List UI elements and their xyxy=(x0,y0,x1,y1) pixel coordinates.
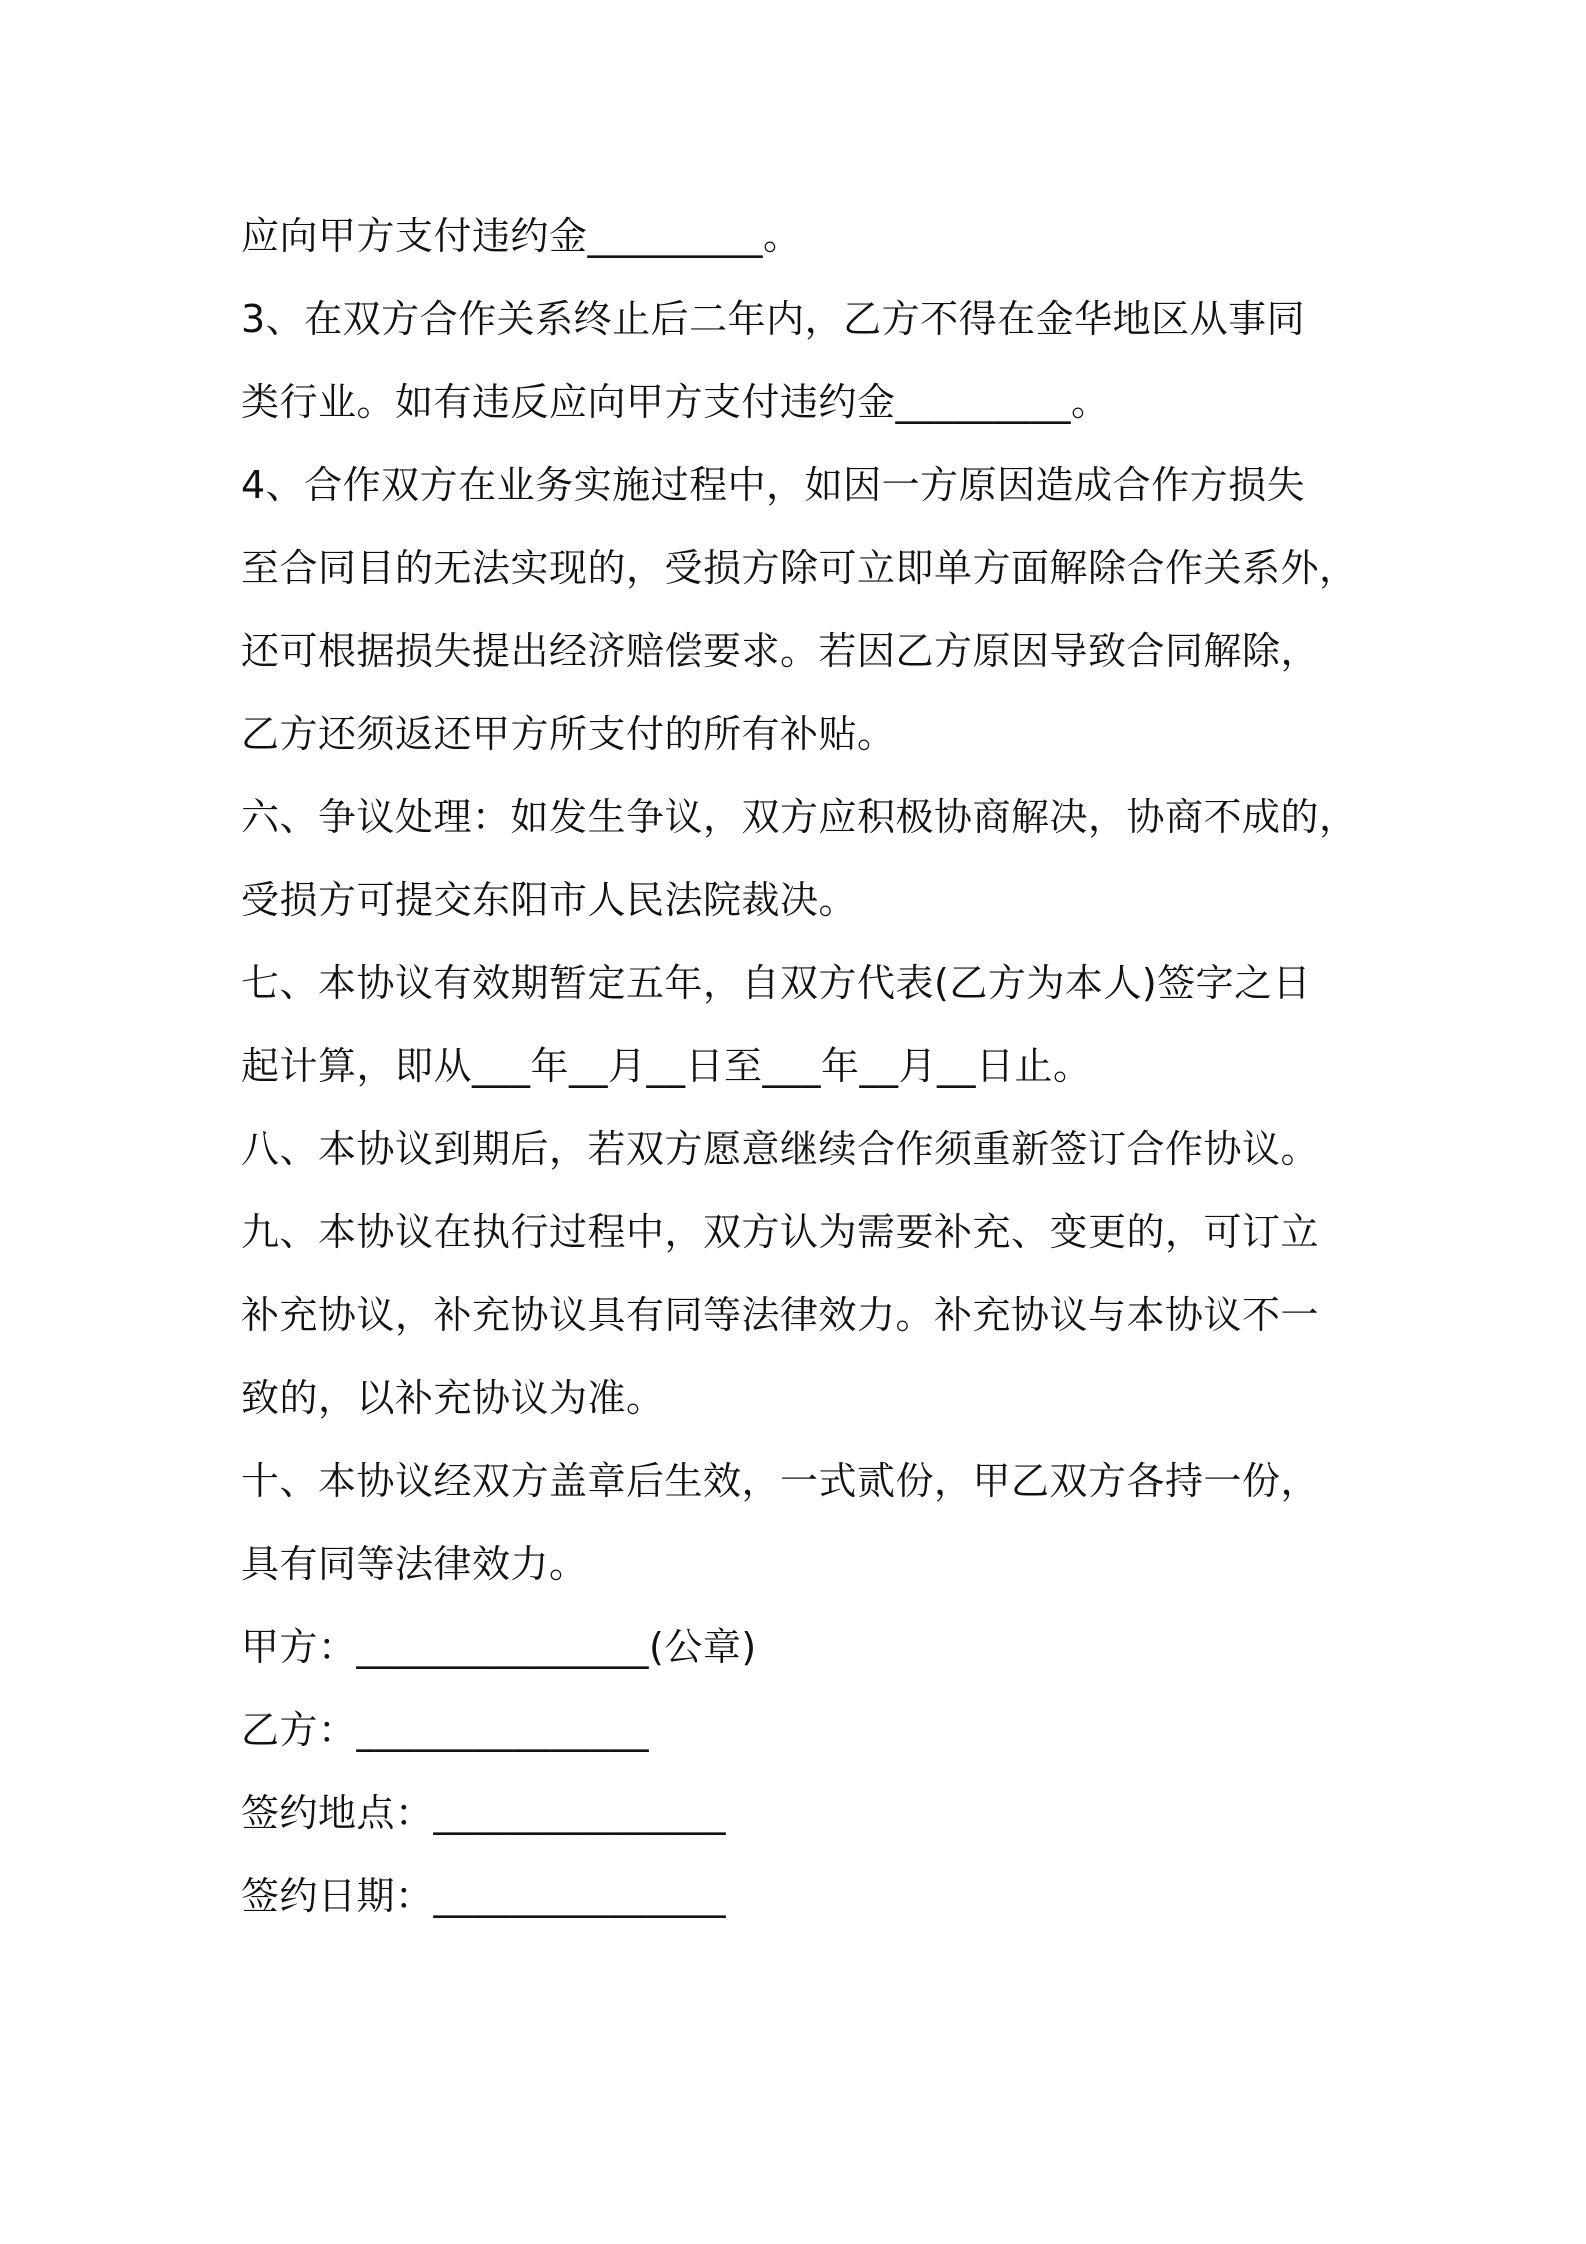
paragraph-line: 十、本协议经双方盖章后生效，一式贰份，甲乙双方各持一份， xyxy=(241,1459,1320,1503)
paragraph-line: 起计算，即从___年__月__日至___年__月__日止。 xyxy=(241,1044,1092,1088)
paragraph-line: 补充协议，补充协议具有同等法律效力。补充协议与本协议不一 xyxy=(241,1293,1320,1337)
paragraph-line: 还可根据损失提出经济赔偿要求。若因乙方原因导致合同解除， xyxy=(241,629,1320,673)
paragraph-line: 至合同目的无法实现的，受损方除可立即单方面解除合作关系外， xyxy=(241,546,1358,590)
paragraph-line: 乙方还须返还甲方所支付的所有补贴。 xyxy=(241,712,896,756)
paragraph-line: 3、在双方合作关系终止后二年内，乙方不得在金华地区从事同 xyxy=(241,297,1306,341)
paragraph-line: 4、合作双方在业务实施过程中，如因一方原因造成合作方损失 xyxy=(241,463,1306,507)
paragraph-line: 类行业。如有违反应向甲方支付违约金_________。 xyxy=(241,380,1110,424)
paragraph-line: 六、争议处理：如发生争议，双方应积极协商解决，协商不成的， xyxy=(241,795,1358,839)
signing-location-line: 签约地点：_______________ xyxy=(241,1791,727,1835)
paragraph-line: 致的，以补充协议为准。 xyxy=(241,1376,665,1420)
paragraph-line: 九、本协议在执行过程中，双方认为需要补充、变更的，可订立 xyxy=(241,1210,1320,1254)
paragraph-line: 具有同等法律效力。 xyxy=(241,1542,588,1586)
party-b-signature-line: 乙方：_______________ xyxy=(241,1708,650,1752)
party-a-signature-line: 甲方：_______________(公章) xyxy=(241,1625,757,1669)
paragraph-line: 八、本协议到期后，若双方愿意继续合作须重新签订合作协议。 xyxy=(241,1127,1320,1171)
document-body xyxy=(241,195,1371,1938)
paragraph-line: 受损方可提交东阳市人民法院裁决。 xyxy=(241,878,858,922)
paragraph-line: 应向甲方支付违约金_________。 xyxy=(241,214,802,258)
paragraph-line: 七、本协议有效期暂定五年，自双方代表(乙方为本人)签字之日 xyxy=(241,961,1312,1005)
signing-date-line: 签约日期：_______________ xyxy=(241,1874,727,1918)
